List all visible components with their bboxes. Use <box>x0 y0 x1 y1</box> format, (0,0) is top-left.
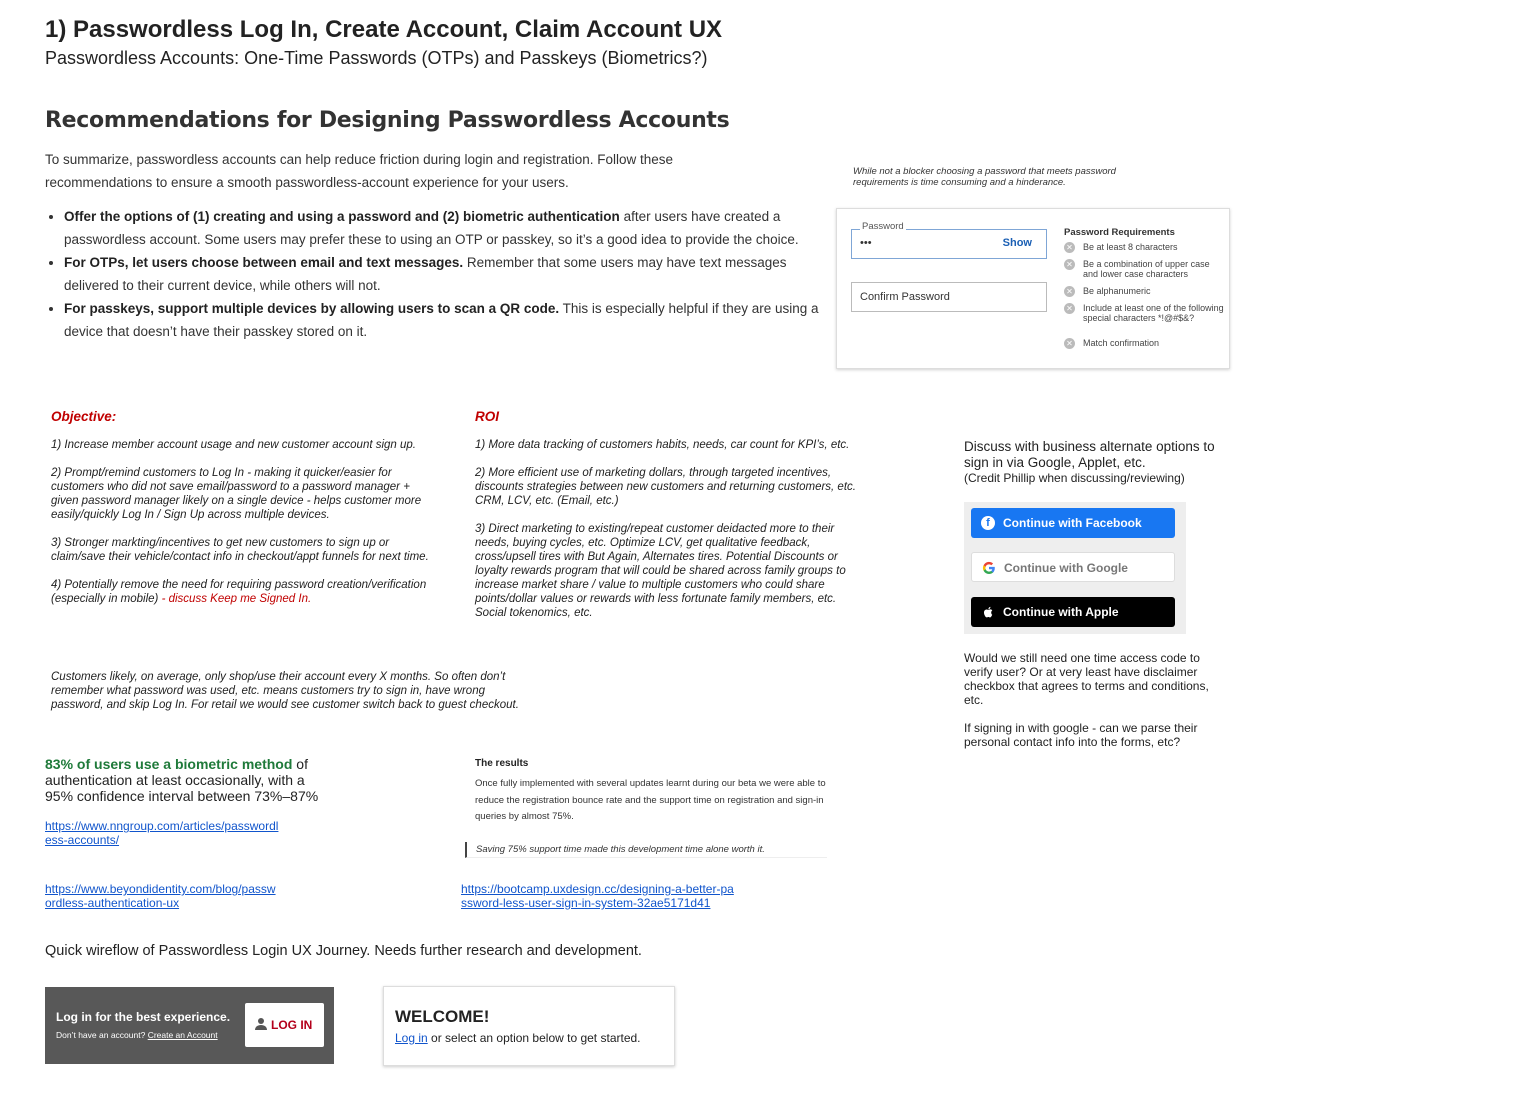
recommendation-item <box>64 251 824 297</box>
welcome-title: WELCOME! <box>395 1007 490 1026</box>
roi-heading: ROI <box>475 409 500 424</box>
x-circle-icon: ✕ <box>1064 286 1075 297</box>
continue-with-facebook-button[interactable] <box>971 508 1175 538</box>
x-circle-icon: ✕ <box>1064 242 1075 253</box>
article-heading: Recommendations for Designing Passwordless Accounts <box>45 108 730 133</box>
nngroup-link[interactable]: https://www.nngroup.com/articles/passwordless-accounts/ <box>45 819 279 847</box>
page-subtitle: Passwordless Accounts: One-Time Passwords (OTPs) and Passkeys (Biometrics?) <box>45 48 708 68</box>
continue-with-google-button[interactable] <box>971 552 1175 582</box>
objective-item: 2) Prompt/remind customers to Log In - making it quicker/easier for customers who did not save email/password to a password manager + given password manager likely on a single device - helps customer more easily/quickly Log In / Sign Up across multiple devices. <box>51 467 422 521</box>
x-circle-icon: ✕ <box>1064 338 1075 349</box>
requirement-item <box>1064 286 1224 296</box>
requirement-text: Include at least one of the following special characters *!@#$&? <box>1083 303 1224 323</box>
customers-note: Customers likely, on average, only shop/use their account every X months. So often don’t remember what password was used, etc. means customers try to sign in, have wrong password, and skip Log In. For retail we would see customer switch back to guest checkout. <box>51 671 519 711</box>
password-field[interactable] <box>851 221 1047 259</box>
biometric-stat-text: of authentication at least occasionally, with a 95% confidence interval between 73%–87% <box>45 756 319 804</box>
results-title: The results <box>475 758 529 769</box>
beyondidentity-link[interactable]: https://www.beyondidentity.com/blog/passwordless-authentication-ux <box>45 882 276 910</box>
welcome-text <box>395 1031 641 1045</box>
recommendation-text: Remember that some users may have text messages delivered to their current device, while others will not. <box>64 255 787 293</box>
requirement-text: Be a combination of upper case and lower case characters <box>1083 259 1210 279</box>
login-banner-title: Log in for the best experience. <box>56 1010 231 1024</box>
biometric-stat-highlight: 83% of users use a biometric method <box>45 756 293 772</box>
password-note: While not a blocker choosing a password that meets password requirements is time consuming and a hinderance. <box>853 166 1116 188</box>
social-discuss-note: Discuss with business alternate options to sign in via Google, Applet, etc. <box>964 439 1215 470</box>
password-requirements-title: Password Requirements <box>1064 227 1175 238</box>
roi-list <box>475 438 860 634</box>
requirement-item <box>1064 242 1224 252</box>
requirement-text: Match confirmation <box>1083 338 1160 348</box>
requirement-item <box>1064 259 1224 279</box>
requirement-item <box>1064 303 1224 323</box>
objective-heading: Objective: <box>51 409 117 424</box>
google-button-label: Continue with Google <box>1004 561 1128 575</box>
social-questions <box>964 651 1224 763</box>
facebook-icon: f <box>981 516 995 530</box>
credit-note: (Credit Phillip when discussing/reviewing) <box>964 471 1185 485</box>
login-button-label: LOG IN <box>271 1018 313 1032</box>
article-summary: To summarize, passwordless accounts can help reduce friction during login and registration. Follow these recommendations to ensure a smooth passwordless-account experience for your users. <box>45 152 674 190</box>
biometric-stat <box>45 756 335 804</box>
user-icon <box>254 1017 268 1036</box>
roi-item: 1) More data tracking of customers habits, needs, car count for KPI’s, etc. <box>475 439 850 451</box>
welcome-card <box>383 986 675 1066</box>
results-body: Once fully implemented with several updates learnt during our beta we were able to reduce the registration bounce rate and the support time on registration and sign-in queries by almost 75%. <box>475 778 826 822</box>
recommendation-item <box>64 297 824 343</box>
requirement-text: Be alphanumeric <box>1083 286 1151 296</box>
login-banner-subtitle-text: Don’t have an account? <box>56 1030 146 1040</box>
requirement-item <box>1064 338 1224 348</box>
objective-item-note: - discuss Keep me Signed In. <box>161 593 312 605</box>
google-icon <box>982 561 996 575</box>
recommendation-bold: Offer the options of (1) creating and using a password and (2) biometric authentication <box>64 209 620 224</box>
recommendation-bold: For OTPs, let users choose between email and text messages. <box>64 255 464 270</box>
page-title: 1) Passwordless Log In, Create Account, Claim Account UX <box>45 16 723 43</box>
welcome-text-rest: or select an option below to get started. <box>427 1031 641 1045</box>
recommendation-text: after users have created a passwordless account. Some users may prefer these to using an OTP or passkey, so it’s a good idea to provide the choice. <box>64 209 799 247</box>
create-account-link[interactable]: Create an Account <box>147 1030 218 1040</box>
bootcamp-link[interactable]: https://bootcamp.uxdesign.cc/designing-a-better-password-less-user-sign-in-system-32ae5171d41 <box>461 882 734 910</box>
confirm-password-field[interactable] <box>851 282 1047 312</box>
objective-item: 3) Stronger markting/incentives to get new customers to sign up or claim/save their vehicle/contact info in checkout/appt funnels for next time. <box>51 537 429 563</box>
roi-item: 3) Direct marketing to existing/repeat customer deidacted more to their needs, buying cycles, etc. Optimize LCV, get qualitative feedback, cross/upsell tires with But Again, Alternates tires. Potential Discounts or loyalty rewards program that will could be shared across family groups to increase market share / value to multiple customers who could share points/dollar values or rewards with less fortunate family members, etc. Social tokenomics, etc. <box>475 523 846 619</box>
social-login-panel <box>964 502 1186 634</box>
recommendations-list <box>45 205 824 343</box>
question-item: Would we still need one time access code to verify user? Or at very least have disclaimer checkbox that agrees to terms and conditions, etc. <box>964 651 1209 707</box>
password-value: ••• <box>860 237 872 249</box>
objective-item: 1) Increase member account usage and new customer account sign up. <box>51 439 417 451</box>
continue-with-apple-button[interactable] <box>971 597 1175 627</box>
objective-item-text: 4) Potentially remove the need for requiring password creation/verification (especially in mobile) <box>51 579 427 605</box>
login-banner <box>45 987 334 1064</box>
recommendation-item <box>64 205 824 251</box>
password-label: Password <box>862 221 904 232</box>
apple-button-label: Continue with Apple <box>1003 605 1119 619</box>
roi-item: 2) More efficient use of marketing dollars, through targeted incentives, discounts strategies between new customers and returning customers, etc. CRM, LCV, etc. (Email, etc.) <box>475 467 856 507</box>
question-item: If signing in with google - can we parse their personal contact info into the forms, etc? <box>964 721 1198 749</box>
welcome-login-link[interactable]: Log in <box>395 1031 428 1045</box>
recommendation-bold: For passkeys, support multiple devices by allowing users to scan a QR code. <box>64 301 560 316</box>
login-button[interactable] <box>245 1003 324 1047</box>
confirm-password-placeholder: Confirm Password <box>860 291 950 303</box>
login-banner-subtitle <box>56 1030 218 1040</box>
requirement-text: Be at least 8 characters <box>1083 242 1178 252</box>
objective-item <box>51 578 436 606</box>
show-password-button[interactable]: Show <box>1002 237 1032 249</box>
recommendation-text: This is especially helpful if they are using a device that doesn’t have their passkey stored on it. <box>64 301 819 339</box>
x-circle-icon: ✕ <box>1064 303 1075 314</box>
apple-icon <box>981 605 995 619</box>
objective-list <box>51 438 436 620</box>
x-circle-icon: ✕ <box>1064 259 1075 270</box>
wireflow-caption: Quick wireflow of Passwordless Login UX Journey. Needs further research and development. <box>45 943 642 959</box>
facebook-button-label: Continue with Facebook <box>1003 516 1142 530</box>
password-form-card <box>836 208 1230 369</box>
results-quote: Saving 75% support time made this development time alone worth it. <box>465 842 827 858</box>
